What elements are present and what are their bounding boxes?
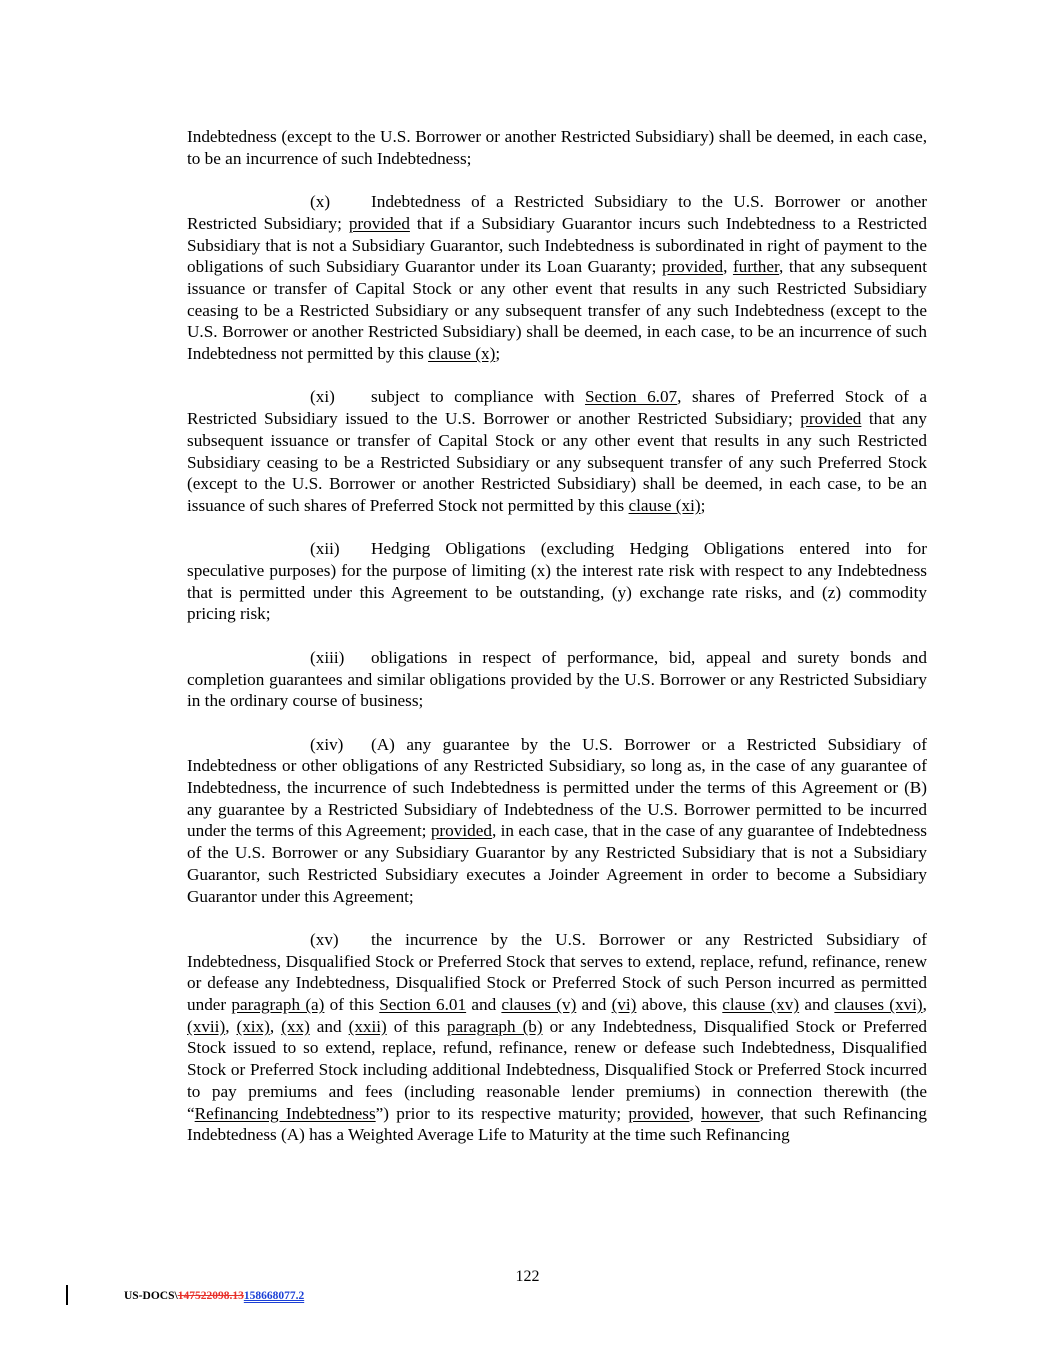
clause-number: (xiii) xyxy=(310,647,345,667)
clause-number: (xiv) xyxy=(310,734,344,754)
continuation-paragraph: Indebtedness (except to the U.S. Borrower or another Restricted Subsidiary) shall be deemed, in each case, to be an incurrence of such Indebtedness; xyxy=(187,127,927,168)
cross-reference: clauses (xvi) xyxy=(834,995,923,1015)
cross-reference: (xix) xyxy=(236,1016,270,1036)
footer-document-id xyxy=(124,1290,304,1302)
revision-change-bar xyxy=(66,1285,68,1305)
clause-number: (x) xyxy=(310,192,331,212)
cross-reference: (xxii) xyxy=(348,1016,387,1036)
docid-prefix: US-DOCS\ xyxy=(124,1290,178,1302)
clause-xi: (xi) subject to compliance with Section 6.07, shares of Preferred Stock of a Restricted Subsidiary issued to the U.S. Borrower or another Restricted Subsidiary; provided that any subsequent issuance or transfer of Capital Stock or any other event that results in any such Restricted Subsidiary ceasing to be a Restricted Subsidiary or any subsequent transfer of any such Preferred Stock (except to the U.S. Borrower or another Restricted Subsidiary) shall be deemed, in each case, to be an issuance of such shares of Preferred Stock not permitted by this clause (xi); xyxy=(187,387,927,515)
cross-reference: (vi) xyxy=(611,995,637,1015)
cross-reference: paragraph (a) xyxy=(231,995,325,1015)
cross-reference: (xvii) xyxy=(187,1016,226,1036)
clause-xv: (xv) the incurrence by the U.S. Borrower or any Restricted Subsidiary of Indebtedness, Disqualified Stock or Preferred Stock that serves to extend, replace, refund, refinance, renew or defease any Indebtedness, Disqualified Stock or Preferred Stock of such Person incurred as permitted under paragraph (a) of this Section 6.01 and clauses (v) and (vi) above, this clause (xv) and clauses (xvi), (xvii), (xix), (xx) and (xxii) of this paragraph (b) or any Indebtedness, Disqualified Stock or Preferred Stock issued to so extend, replace, refund, refinance, renew or defease such Indebtedness, Disqualified Stock or Preferred Stock including additional Indebtedness, Disqualified Stock or Preferred Stock incurred to pay premiums and fees (including reasonable lender premiums) in connection therewith (the “Refinancing Indebtedness”) prior to its respective maturity; provided, however, that such Refinancing Indebtedness (A) has a Weighted Average Life to Maturity at the time such Refinancing xyxy=(187,929,927,1145)
defined-term-refinancing-indebtedness: Refinancing Indebtedness xyxy=(194,1103,376,1123)
cross-reference: Section 6.01 xyxy=(379,995,467,1015)
docid-inserted: 158668077.2 xyxy=(243,1290,305,1302)
docid-deleted: 147522098.13 xyxy=(177,1290,244,1302)
clause-xiii: (xiii) obligations in respect of performance, bid, appeal and surety bonds and completion guarantees and similar obligations provided by the U.S. Borrower or any Restricted Subsidiary in the ordinary course of business; xyxy=(187,647,927,711)
cross-reference: clause (x) xyxy=(428,344,496,364)
defined-term-provided: provided xyxy=(800,409,862,429)
defined-term-provided: provided xyxy=(661,257,724,277)
clause-number: (xv) xyxy=(310,929,339,949)
defined-term-provided: provided xyxy=(628,1103,690,1123)
cross-reference: Section 6.07 xyxy=(584,387,678,407)
defined-term-provided: provided xyxy=(430,821,492,841)
cross-reference: (xx) xyxy=(281,1016,310,1036)
defined-term-further: further xyxy=(732,257,780,277)
cross-reference: paragraph (b) xyxy=(446,1016,543,1036)
clause-xiv: (xiv) (A) any guarantee by the U.S. Borrower or a Restricted Subsidiary of Indebtedness or other obligations of any Restricted Subsidiary, so long as, in the case of any guarantee of Indebtedness, the incurrence of such Indebtedness is permitted under the terms of this Agreement or (B) any guarantee by a Restricted Subsidiary of Indebtedness of the U.S. Borrower permitted to be incurred under the terms of this Agreement; provided, in each case, that in the case of any guarantee of Indebtedness of the U.S. Borrower or any Subsidiary Guarantor by any Restricted Subsidiary that is not a Subsidiary Guarantor, such Restricted Subsidiary executes a Joinder Agreement in order to become a Subsidiary Guarantor under this Agreement; xyxy=(187,734,927,906)
clause-xii: (xii) Hedging Obligations (excluding Hedging Obligations entered into for speculative purposes) for the purpose of limiting (x) the interest rate risk with respect to any Indebtedness that is permitted under this Agreement to be outstanding, (y) exchange rate risks, and (z) commodity pricing risk; xyxy=(187,539,927,624)
page-body xyxy=(187,126,927,1168)
defined-term-however: however xyxy=(701,1103,760,1123)
clause-x: (x) Indebtedness of a Restricted Subsidiary to the U.S. Borrower or another Restricted Subsidiary; provided that if a Subsidiary Guarantor incurs such Indebtedness to a Restricted Subsidiary that is not a Subsidiary Guarantor, such Indebtedness is subordinated in right of payment to the obligations of such Subsidiary Guarantor under its Loan Guaranty; provided, further, that any subsequent issuance or transfer of Capital Stock or any other event that results in any such Restricted Subsidiary ceasing to be a Restricted Subsidiary or any subsequent transfer of any such Indebtedness (except to the U.S. Borrower or another Restricted Subsidiary) shall be deemed, in each case, to be an incurrence of such Indebtedness not permitted by this clause (x); xyxy=(187,192,928,364)
clause-number: (xi) xyxy=(310,387,335,407)
cross-reference: clause (xv) xyxy=(722,995,800,1015)
clause-number: (xii) xyxy=(310,539,340,559)
page-number: 122 xyxy=(515,1268,540,1285)
defined-term-provided: provided xyxy=(348,213,410,233)
cross-reference: clauses (v) xyxy=(501,995,577,1015)
cross-reference: clause (xi) xyxy=(628,495,701,515)
